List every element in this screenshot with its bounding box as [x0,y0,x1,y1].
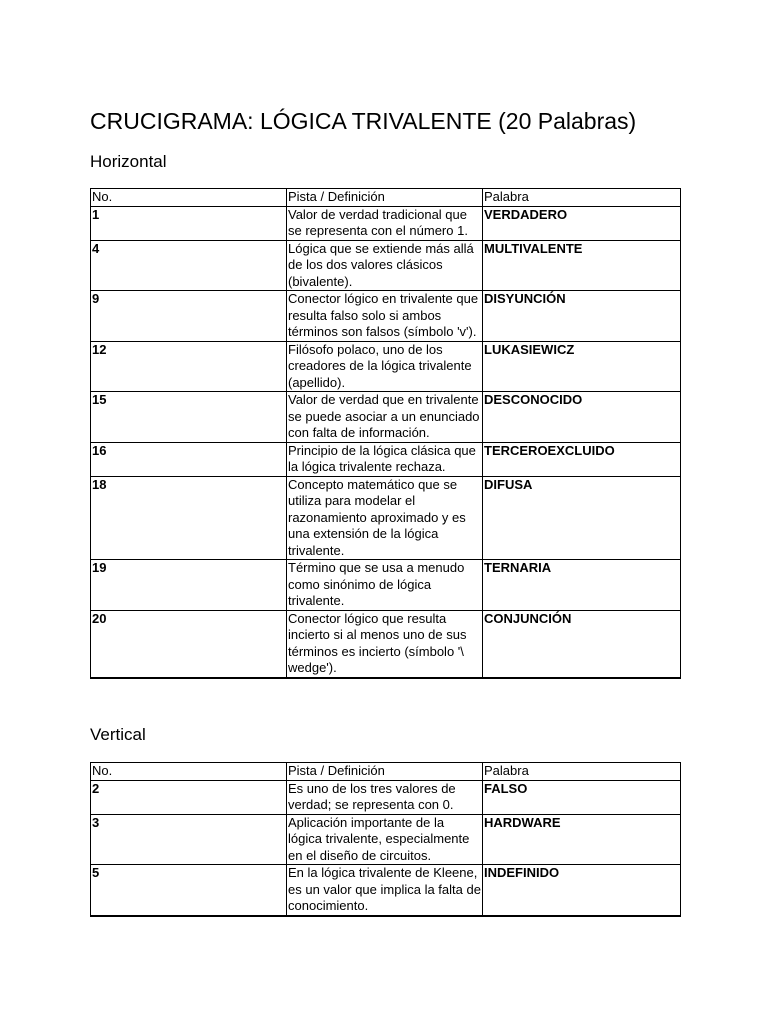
clue-number: 2 [91,780,287,814]
answer-word: DISYUNCIÓN [483,291,681,342]
vertical-clues-table [90,762,681,917]
column-header-word: Palabra [483,763,681,781]
clue-number: 1 [91,206,287,240]
column-header-word: Palabra [483,189,681,207]
answer-word: TERNARIA [483,560,681,611]
table-row [91,610,681,678]
clue-number: 18 [91,476,287,560]
table-row [91,865,681,916]
clue-text: Conector lógico que resulta incierto si al menos uno de sus términos es incierto (símbolo '\ wedge'). [287,610,483,678]
answer-word: MULTIVALENTE [483,240,681,291]
answer-word: INDEFINIDO [483,865,681,916]
clue-text: Conector lógico en trivalente que resulta falso solo si ambos términos son falsos (símbolo 'v'). [287,291,483,342]
page-title: CRUCIGRAMA: LÓGICA TRIVALENTE (20 Palabras) [90,108,637,134]
answer-word: HARDWARE [483,814,681,865]
table-row [91,341,681,392]
clue-number: 4 [91,240,287,291]
clue-text: Concepto matemático que se utiliza para modelar el razonamiento aproximado y es una extensión de la lógica trivalente. [287,476,483,560]
answer-word: VERDADERO [483,206,681,240]
clue-number: 15 [91,392,287,443]
clue-number: 5 [91,865,287,916]
table-row [91,392,681,443]
clue-text: Valor de verdad que en trivalente se puede asociar a un enunciado con falta de información. [287,392,483,443]
clue-number: 16 [91,442,287,476]
answer-word: TERCEROEXCLUIDO [483,442,681,476]
table-row [91,291,681,342]
answer-word: DIFUSA [483,476,681,560]
column-header-clue: Pista / Definición [287,763,483,781]
table-row [91,476,681,560]
clue-text: Filósofo polaco, uno de los creadores de la lógica trivalente (apellido). [287,341,483,392]
clue-text: Valor de verdad tradicional que se representa con el número 1. [287,206,483,240]
clue-text: Aplicación importante de la lógica trivalente, especialmente en el diseño de circuitos. [287,814,483,865]
clue-number: 20 [91,610,287,678]
clue-number: 12 [91,341,287,392]
clue-text: Lógica que se extiende más allá de los dos valores clásicos (bivalente). [287,240,483,291]
table-row [91,240,681,291]
clue-number: 19 [91,560,287,611]
column-header-no: No. [91,189,287,207]
horizontal-clues-table [90,188,681,679]
section-heading-vertical: Vertical [90,725,146,744]
table-header-row [91,189,681,207]
table-row [91,206,681,240]
answer-word: DESCONOCIDO [483,392,681,443]
clue-number: 9 [91,291,287,342]
column-header-clue: Pista / Definición [287,189,483,207]
clue-text: En la lógica trivalente de Kleene, es un valor que implica la falta de conocimiento. [287,865,483,916]
answer-word: FALSO [483,780,681,814]
table-row [91,814,681,865]
clue-text: Es uno de los tres valores de verdad; se representa con 0. [287,780,483,814]
column-header-no: No. [91,763,287,781]
clue-text: Término que se usa a menudo como sinónimo de lógica trivalente. [287,560,483,611]
answer-word: CONJUNCIÓN [483,610,681,678]
answer-word: LUKASIEWICZ [483,341,681,392]
clue-text: Principio de la lógica clásica que la lógica trivalente rechaza. [287,442,483,476]
table-row [91,442,681,476]
clue-number: 3 [91,814,287,865]
section-heading-horizontal: Horizontal [90,152,167,171]
table-header-row [91,763,681,781]
table-row [91,780,681,814]
table-row [91,560,681,611]
